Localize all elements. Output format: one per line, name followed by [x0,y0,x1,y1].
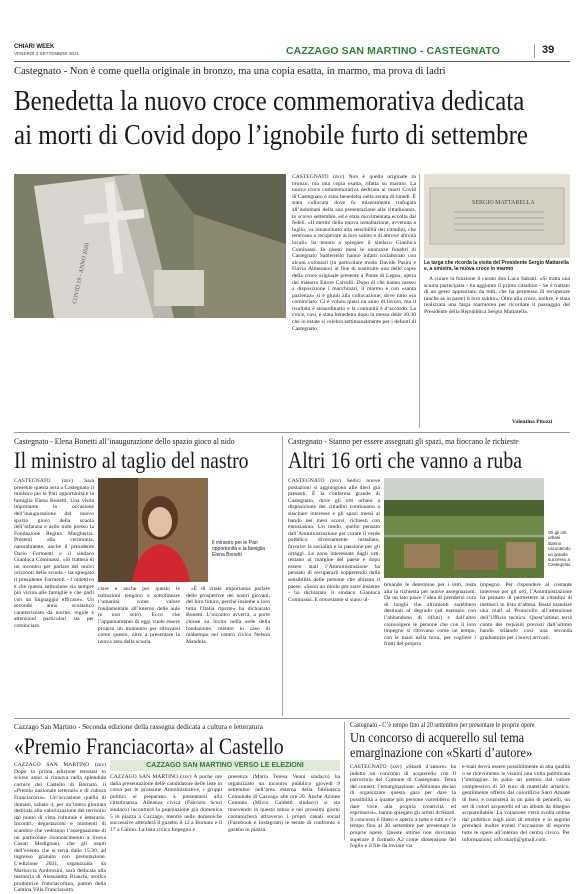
section-title: CAZZAGO SAN MARTINO - CASTEGNATO [286,45,500,57]
elezioni-box [110,760,340,840]
masthead [14,44,570,62]
plaque-photo [424,174,570,258]
bonetti-photo [98,478,208,582]
orti-body-3: impegno. Per rispondere al costante interesse per gli orti, l’Amministrazione ha pensato di permettere ai cittadini di metterci in lista d’attesa. Basta mandare una mail al Protocollo all’attenzione dell’Ufficio tecnico. Quest’ultimo terrà conto dei requisiti previsti dall’ultimo bando stilando così una seconda graduatoria per i nuovi arrivati. [480,582,572,641]
bonetti-column-1 [14,478,94,714]
premio-body-1: CAZZAGO SAN MARTINO (zsv) Dopo la prima edizione tenutasi lo scorso anno si rinnova nella splendida cornice del Castello di Bornato, il «Premio nazionale letterario e di cultura Franciacorta». Un’occasione quella di domani, sabato 4, per un’intera giornata dedicata alla valorizzazione del territorio dal punto di vista culturale e letterario. Incontri, degustazioni e momenti di scambio che vedranno l’assegnazione di un particolare riconoscimento a Sveva Casati Modignani, che gli ospiti dell’evento che si terrà dalle 15.30, ad ingresso gratuito con prenotazione. L’edizione 2021, organizzata da Mariuccia Ambrosini, sarà dedicata alla memoria di Alessandra Bianchi, storica produttrice franciacortina, patron della Cantina Villa Franciacorta. [14,762,106,894]
bonetti-headline: Il ministro al taglio del nastro [14,448,249,473]
cross-engraving: COVID 19 - ANNO 2020 [72,242,91,305]
bonetti-kicker: Castegnato - Elena Bonetti all’inaugurazione dello spazio gioco al nido [14,436,235,446]
concorso-headline [350,731,561,761]
premio-headline: «Premio Franciacorta» al Castello [14,734,284,759]
concorso-headline-line1: Un concorso di acquerello sul tema [350,731,525,746]
elezioni-body-1: CAZZAGO SAN MARTINO (zsv) A poche ore dalla presentazione delle candidature delle liste in corsa per le prossime Amministrative, i gruppi politici si preparano a presentarsi alla cittadinanza. Alleanza civica (Fabrizio Scuri sindaco) incontrerà la popolazione già domenica 5 in piazza a Cazzago, mentre nelle domeniche successive attenderà il gazebo il 12 a Bornato e il 17 a Calino. La lista civica Impegno e [110,774,222,833]
orti-photo-caption: Gli gli orti urbani stanno riscuotendo un grande successo a Castegnato [548,530,571,568]
elezioni-banner: CAZZAGO SAN MARTINO VERSO LE ELEZIONI [110,760,340,771]
concorso-column-2 [462,764,570,843]
orti-photo [384,478,544,578]
cross-illustration [14,174,286,318]
bonetti-column-2 [98,586,180,714]
lead-headline-line2: ai morti di Covid dopo l’ignobile furto di settembre [14,119,528,151]
orti-column-2 [384,582,476,714]
bonetti-column-3 [186,586,270,714]
orti-column-1 [288,478,380,714]
orti-body-1: CASTEGNATO (zsv) Sedici nuove postazioni si aggiungono alle dieci già presenti. È la conferma grande di Castegnato, dove gli orti urbani a disposizione dei cittadini continuano a suscitare interesse e gli spazi messi al bando nei mesi scorsi, richiesti con entusiasmo. Un modo, quello pensato dall’Amministrazione per curare il verde pubblico diversamente installato, favorire la socialità e la passione per gli ortaggi. Le zone interessate dagli orti, restano al margine del paese e dopo essere stati l’Amministrazione ha pensato di recuperarli sopperendo dalla sensibilità delle persone che abitano il paese. «Sono un modo per stare insieme - ha dichiarato il sindaco Gianluca Cominassi. E nonostante si siano ul- [288,478,380,603]
concorso-body-2: e-mail dovrà essere possibilmente in alta qualità o se ricevimento le visioni una volta pubblicata l’immagine. In palio un premio dal valore complessivo di 50 euro di materiale artistico, gentilmente offerto dal colorificio Sarri Amadè di Iseo, e consisterà in un paio di pennelli, un set di colori acquerelli ed un album da disegno acquarellabile. La votazione verrà svolta online dal pubblico sugli inizi di ottobre e in seguito prenderà inoltre eventi l’occasione di esporre tutte le opere all’interno del centro civico. Per informazioni: info.skarti@gmail.com. [462,764,570,843]
gardens-illustration [384,478,544,578]
orti-body-2: timando le determine per i lotti, resta alta la richiesta per nuove assegnazioni. Da un lato piace l’idea di prendersi cura di luoghi che altrimenti sarebbero destinati al degrado (ad esempio con l’abbandono di rifiuti) e dall’altro coinvolgere le persone che con il loro impegno si ritrovano come un tempo, con le mani nella terra, per cogliere i frutti del proprio [384,582,476,648]
lead-body-2: A curare la funzione il curato don Luca Sabatti. «Si tratta una scuola partecipata - ha aggiunto il primo cittadino - Se è trattato di un gesto apprezzato da tutti, che ha permesso di recuperare (anche se in parte) il loro subito». Oltre alla croce, inoltre, è stata realizzata una targa marmorea per ricordare il passaggio del Presidente della Repubblica Sergio Mattarella. [424,276,570,315]
elezioni-body-2: presenza (Maria Teresa Venni sindaco) ha organizzato un incontro pubblico giovedì 9 settembre nell’area esterna della biblioteca Comunale di Cazzago alle ore 20. Anche Azione Comune (Mirco Galdetti sindaco) si sta muovendo in questo senso e nei prossimi giorni comunicherà attraverso i propri canali social (Facebook e Instagram) le serate di confronto e gazebo in piazza. [228,774,340,833]
page-number: 39 [542,44,555,56]
lead-byline: Valentina Pitozzi [512,419,553,425]
lead-kicker: Castegnato - Non è come quella originale in bronzo, ma una copia esatta, in marmo, ma prova di ladri [14,66,446,77]
orti-column-3 [480,582,572,714]
lead-headline [14,84,528,152]
bonetti-portrait [98,478,208,582]
plaque-illustration [424,174,570,258]
premio-kicker: Cazzago San Martino - Seconda edizione della rassegna dedicata a cultura e letteratura [14,722,263,731]
concorso-kicker: Castegnato - C’è tempo fino al 20 settembre per presentare le proprie opere [350,722,535,729]
paper-name: CHIARI WEEK [14,44,55,50]
bonetti-body-2: ciare e anche per questo le istituzioni tengono a sottolineare l’umanità come valore fondamentale all’interno delle aule (e non solo). Ecco che l’appuntamento di oggi vuole essere proprio un momento per ritrovarsi come questo, oltre a presentare la nuova area della scuola. [98,586,180,645]
plaque-name: SERGIO MATTARELLA [472,200,535,206]
concorso-body-1: CASTEGNATO (zsv) «Skarti d’autore» ha indetto un concorso di acquerello con il patrocinio del Comune di Castegnato. Tema del contest: l’emarginazione. «Abbiamo deciso di organizzare questa gara per dare la possibilità a quante più persone vorrebbero di dare voce alla propria creatività ed esprimersi», hanno spiegato gli artisti di Skarti. Il concorso è libero e aperto a tutte e tutti e c’è tempo fino al 20 settembre per presentare le proprie opere. Queste ultime non dovranno superare il formato A2 come dimensione del foglio e il file da inviare via [350,764,456,850]
orti-kicker: Castegnato - Stanno per essere assegnati gli spazi, ma fioccano le richieste [288,436,519,446]
elezioni-column-2 [228,774,340,840]
concorso-column-1 [350,764,456,850]
issue-date: VENERDÌ 3 SETTEMBRE 2021 [14,51,80,56]
lead-column-2 [424,276,570,416]
orti-headline: Altri 16 orti che vanno a ruba [288,448,523,473]
concorso-headline-line2: emarginazione con «Skarti d’autore» [350,746,533,761]
lead-body-1: CASTEGNATO (zsv) Non è quella originale in bronzo, ma una copia esatta, rifatta su marmo. La nuova croce commemorativa dedicata ai morti Covid di Castegnato è stata benedetta nella serata di lunedì. È stata collocata dove fu miseramente trafugata all’indomani della sua presentazione alla cittadinanza, lo scorso settembre, ed è stata movimentata eccolta dal fedeli. «Il merito della nuova installazione, avvenuta a luglio, va innanzitutto alla sensibilità dei cittadini, che tenevano a recuperare al loro subito e di altrove attività locali» ha tenuto a spiegare il sindaco Gianluca Cominassi. In questi mesi le onoranze funebri di Castegnato Santeriello hanno infatti collaborato con alcuni volontari (in particolare modo Davide Pasini e Flavio Almerano) al fine di sostituire una delle copie della croce originale presente a Ponte di Legno, opera del maestro Ettore Calvelli. Dopo di che hanno messo a disposizione i macchinari, il marmo e con «santa pazienza» si è giunti alla collocazione, dove tutto era cominciato. Ci è voluto quasi un anno di lavoro, ma il risultato è straordinario e la comunità è d’accordo. La croce, così, è stata benedetta dopo la messa delle 20.30 che in estate si celebra settimanalmente per i defunti di Castegnato. [292,174,416,332]
bonetti-photo-caption: Il ministro per le Pari opportunità e la famiglia Elena Bonetti [212,540,266,558]
bonetti-body-1: CASTEGNATO (zsv) Sarà presente questa sera a Castegnato il ministro per le Pari opportunità e la famiglia Elena Bonetti. Una visita importante in occasione dell’inaugurazione del nuovo spazio gioco della scuola dell’infanzia e asilo nido presso la Fondazione Regina Margherita. Presenti alla cerimonia, naturalmente, anche il presidente Dario Formenti e il sindaco Gianluca Cominassi. «Si tratterà di un incontro per parlare dei nuovi orizzonti della scuola - ha spiegato il presidente Formenti - l’obiettivo è che questa istituzione sia sempre più vicina alle famiglie e che parli con un linguaggio efficace». Un secondo anno scolastico caratterizzato da norme, regole e attenzioni particolari sta per cominciare. [14,478,94,630]
lead-photo-caption: La targa che ricorda la visita del Presidente Sergio Mattarella e, a sinistra, la nuova croce in marmo [424,260,569,272]
elezioni-column-1 [110,774,222,840]
bonetti-body-3: «È di vitale importanza parlare delle prospettive dei nostri giovani, del loro futuro, perché insieme a loro tutta l’Italia riparte» ha dichiarato Bonetti. L’incontro avverrà, a porte chiuse su invito nella sede della fondazione, mentre in caso di maltempo nel centro civico Nelson Mandela. [186,586,270,645]
lead-column-1 [292,174,416,428]
lead-headline-line1: Benedetta la nuovo croce commemorativa dedicata [14,85,525,117]
premio-column-1 [14,762,106,894]
cross-photo [14,174,286,318]
